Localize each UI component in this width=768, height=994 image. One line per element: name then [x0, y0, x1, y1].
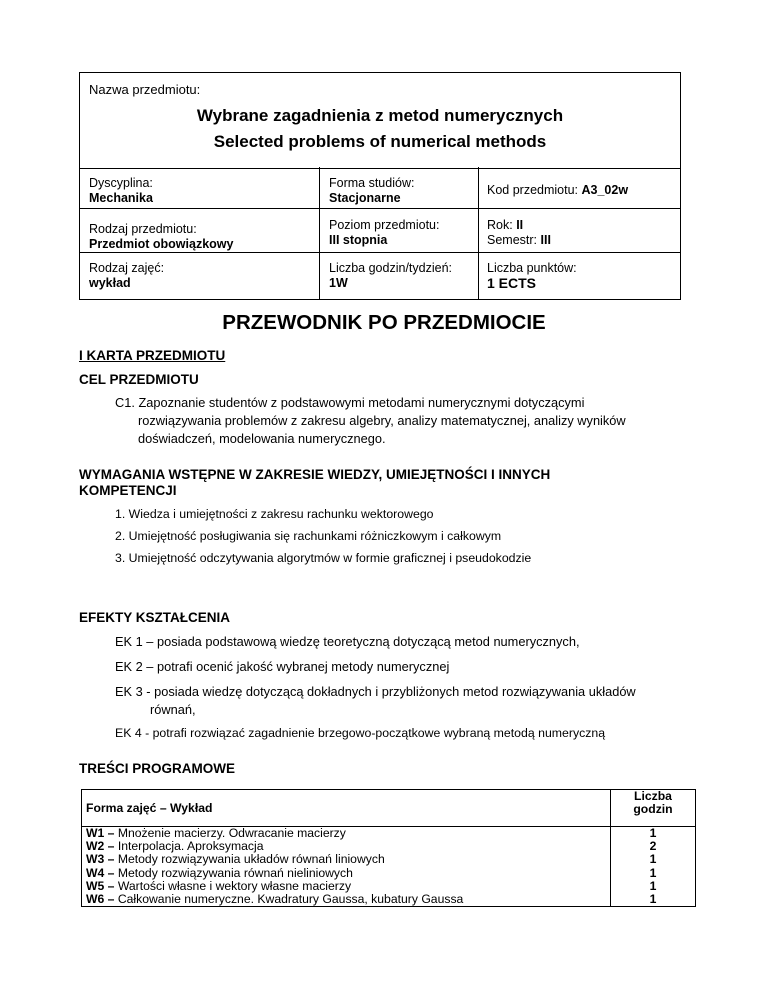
row-text: Metody rozwiązywania równań nieliniowych — [114, 865, 353, 880]
row-code: W3 – — [86, 852, 115, 867]
course-level-value: III stopnia — [329, 233, 388, 247]
form-header-text: Forma zajęć – Wykład — [86, 801, 213, 815]
discipline-value: Mechanika — [89, 191, 153, 205]
study-form-value: Stacjonarne — [329, 191, 401, 205]
hours-header-line2: godzin — [633, 802, 673, 816]
efekty-ek2: EK 2 – potrafi ocenić jakość wybranej metody numerycznej — [115, 659, 450, 674]
year-label: Rok: — [487, 218, 517, 232]
discipline-cell — [89, 176, 153, 206]
program-hours-cell — [611, 827, 696, 907]
course-level-label: Poziom przedmiotu: — [329, 218, 440, 232]
section-efekty-heading: EFEKTY KSZTAŁCENIA — [79, 610, 231, 625]
program-table-body-row — [82, 827, 696, 907]
section-karta: I KARTA PRZEDMIOTU — [79, 348, 226, 363]
section-tresci-heading: TREŚCI PROGRAMOWE — [79, 761, 236, 776]
semester-line — [487, 233, 551, 248]
row-code: W2 – — [86, 839, 115, 854]
wymagania-item-3: 3. Umiejętność odczytywania algorytmów w formie graficznej i pseudokodzie — [115, 551, 532, 565]
hours-cell — [329, 261, 452, 291]
row-text: Całkowanie numeryczne. Kwadratury Gaussa, kubatury Gaussa — [114, 892, 464, 907]
cel-c1-line2: rozwiązywania problemów z zakresu algebry, analizy matematycznej, analizy wyników — [138, 413, 626, 428]
row-code: W6 – — [86, 892, 115, 907]
study-form-cell — [329, 176, 414, 206]
points-label: Liczba punktów: — [487, 261, 577, 275]
program-table-form-header — [82, 790, 611, 827]
row-hours: 1 — [649, 878, 657, 893]
efekty-ek1: EK 1 – posiada podstawową wiedzę teoretyczną dotyczącą metod numerycznych, — [115, 634, 580, 649]
course-type-cell — [89, 222, 233, 252]
row-text: Metody rozwiązywania układów równań liniowych — [114, 852, 385, 867]
row-hours: 1 — [649, 892, 657, 907]
grid-line-h2 — [79, 252, 680, 253]
page-title: PRZEWODNIK PO PRZEDMIOCIE — [222, 311, 546, 334]
hours-value: 1W — [329, 276, 348, 290]
semester-value: III — [540, 233, 551, 247]
row-code: W5 – — [86, 878, 115, 893]
row-hours: 1 — [649, 852, 657, 867]
course-code-label: Kod przedmiotu: — [487, 183, 582, 197]
program-topics-cell — [82, 827, 611, 907]
program-table — [81, 789, 696, 907]
discipline-label: Dyscyplina: — [89, 176, 153, 190]
row-hours: 1 — [649, 865, 657, 880]
points-value: 1 ECTS — [487, 275, 537, 291]
course-title-pl: Wybrane zagadnienia z metod numerycznych — [196, 106, 564, 125]
year-semester-cell — [487, 218, 551, 248]
section-cel-heading: CEL PRZEDMIOTU — [79, 372, 199, 387]
course-code-value: A3_02w — [581, 183, 629, 197]
efekty-ek3-line1: EK 3 - posiada wiedzę dotyczącą dokładnych i przybliżonych metod rozwiązywania układów — [115, 684, 636, 699]
section-wymagania-heading-2: KOMPETENCJI — [79, 483, 177, 498]
row-code: W1 – — [86, 826, 115, 840]
course-title-en: Selected problems of numerical methods — [213, 132, 547, 151]
class-type-label: Rodzaj zajęć: — [89, 261, 165, 275]
cel-c1-line3: doświadczeń, modelowania numerycznego. — [138, 431, 386, 446]
grid-line-h1 — [79, 208, 680, 209]
row-hours: 1 — [649, 826, 657, 840]
course-name-label: Nazwa przedmiotu: — [89, 82, 201, 97]
grid-line-v2 — [478, 167, 479, 299]
class-type-cell — [89, 261, 164, 291]
row-text: Mnożenie macierzy. Odwracanie macierzy — [114, 826, 346, 840]
course-name-box — [79, 72, 681, 169]
hours-header-line1: Liczba — [634, 789, 672, 803]
year-line — [487, 218, 551, 233]
cel-c1-line1: C1. Zapoznanie studentów z podstawowymi metodami numerycznymi dotyczącymi — [115, 395, 585, 410]
course-type-label: Rodzaj przedmiotu: — [89, 222, 197, 236]
points-cell — [487, 261, 577, 291]
semester-label: Semestr: — [487, 233, 541, 247]
course-info-grid — [79, 167, 681, 300]
row-text: Interpolacja. Aproksymacja — [114, 839, 264, 854]
wymagania-item-2: 2. Umiejętność posługiwania się rachunkami różniczkowym i całkowym — [115, 529, 502, 543]
row-text: Wartości własne i wektory własne macierzy — [114, 878, 352, 893]
course-type-value: Przedmiot obowiązkowy — [89, 237, 234, 251]
hours-label: Liczba godzin/tydzień: — [329, 261, 452, 275]
study-form-label: Forma studiów: — [329, 176, 415, 190]
section-wymagania-heading-1: WYMAGANIA WSTĘPNE W ZAKRESIE WIEDZY, UMIEJĘTNOŚCI I INNYCH — [79, 467, 551, 482]
efekty-ek4: EK 4 - potrafi rozwiązać zagadnienie brzegowo-początkowe wybraną metodą numeryczną — [115, 726, 606, 740]
row-hours: 2 — [649, 839, 657, 854]
efekty-ek3-line2: równań, — [150, 702, 196, 717]
program-table-hours-header — [611, 790, 696, 827]
program-table-header-row — [82, 790, 696, 827]
table-row — [86, 893, 606, 906]
year-value: II — [516, 218, 524, 232]
grid-line-v1 — [319, 167, 320, 299]
class-type-value: wykład — [89, 276, 131, 290]
course-code-cell — [487, 183, 628, 198]
course-level-cell — [329, 218, 439, 248]
row-code: W4 – — [86, 865, 115, 880]
wymagania-item-1: 1. Wiedza i umiejętności z zakresu rachunku wektorowego — [115, 507, 434, 521]
